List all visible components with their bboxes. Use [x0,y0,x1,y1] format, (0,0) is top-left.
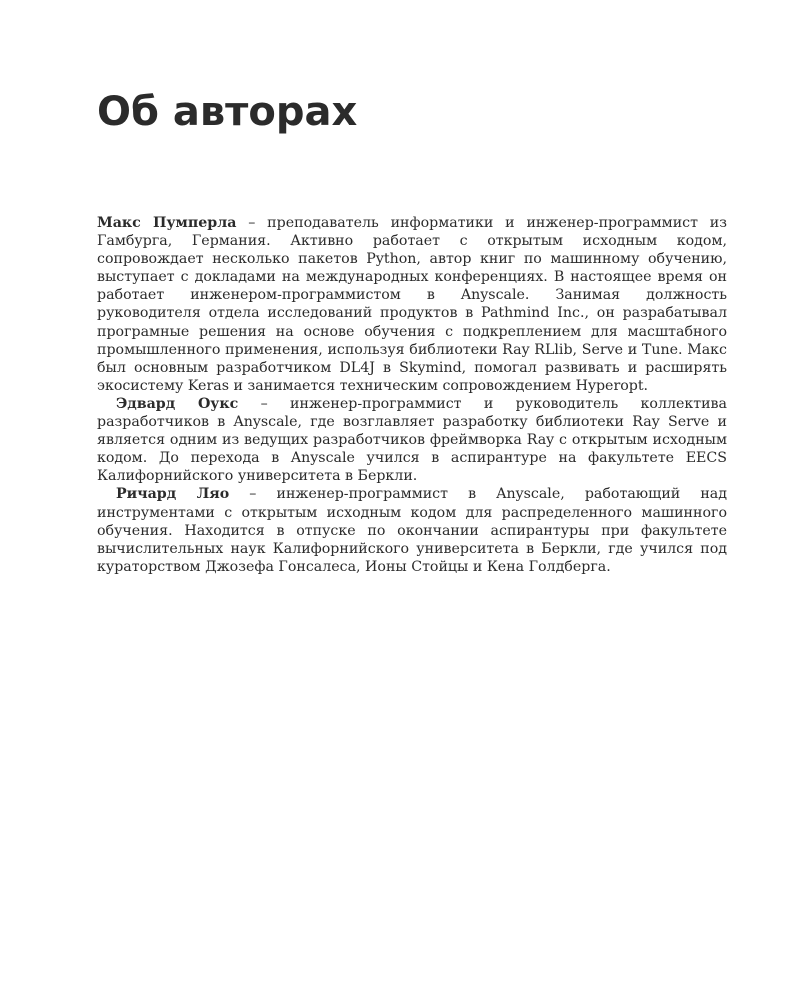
author-name: Макс Пумперла [97,215,237,231]
authors-section [97,214,727,576]
author-description: – инженер-программист в Anyscale, работающий над инструментами с открытым исходным кодом для распределенного машинного обучения. Находится в отпуске по окончании аспирантуры при факультете вычислительных наук Калифорнийского университета в Беркли, где учился под кураторством Джозефа Гонсалеса, Ионы Стойцы и Кена Голдберга. [97,486,727,575]
page-title: Об авторах [97,89,358,135]
author-description: – преподаватель информатики и инженер-программист из Гамбурга, Германия. Активно работает с открытым исходным кодом, сопровождает несколько пакетов Python, автор книг по машинному обучению, выступает с докладами на международных конференциях. В настоящее время он работает инженером-программистом в Anyscale. Занимая должность руководителя отдела исследований продуктов в Pathmind Inc., он разрабатывал програмные решения на основе обучения с подкреплением для масштабного промышленного применения, используя библиотеки Ray RLlib, Serve и Tune. Макс был основным разработчиком DL4J в Skymind, помогал развивать и расширять экосистему Keras и занимается техническим сопровождением Hyperopt. [97,215,727,394]
author-description: – инженер-программист и руководитель коллектива разработчиков в Anyscale, где возглавляет разработку библиотеки Ray Serve и является одним из ведущих разработчиков фреймворка Ray с открытым исходным кодом. До перехода в Anyscale учился в аспирантуре на факультете EECS Калифорнийского университета в Беркли. [97,395,727,485]
author-bio-liaw [97,485,727,575]
author-bio-pumperla [97,214,727,395]
author-name: Эдвард Оукс [116,395,239,412]
author-name: Ричард Ляо [116,486,230,503]
author-bio-oakes [97,395,727,485]
